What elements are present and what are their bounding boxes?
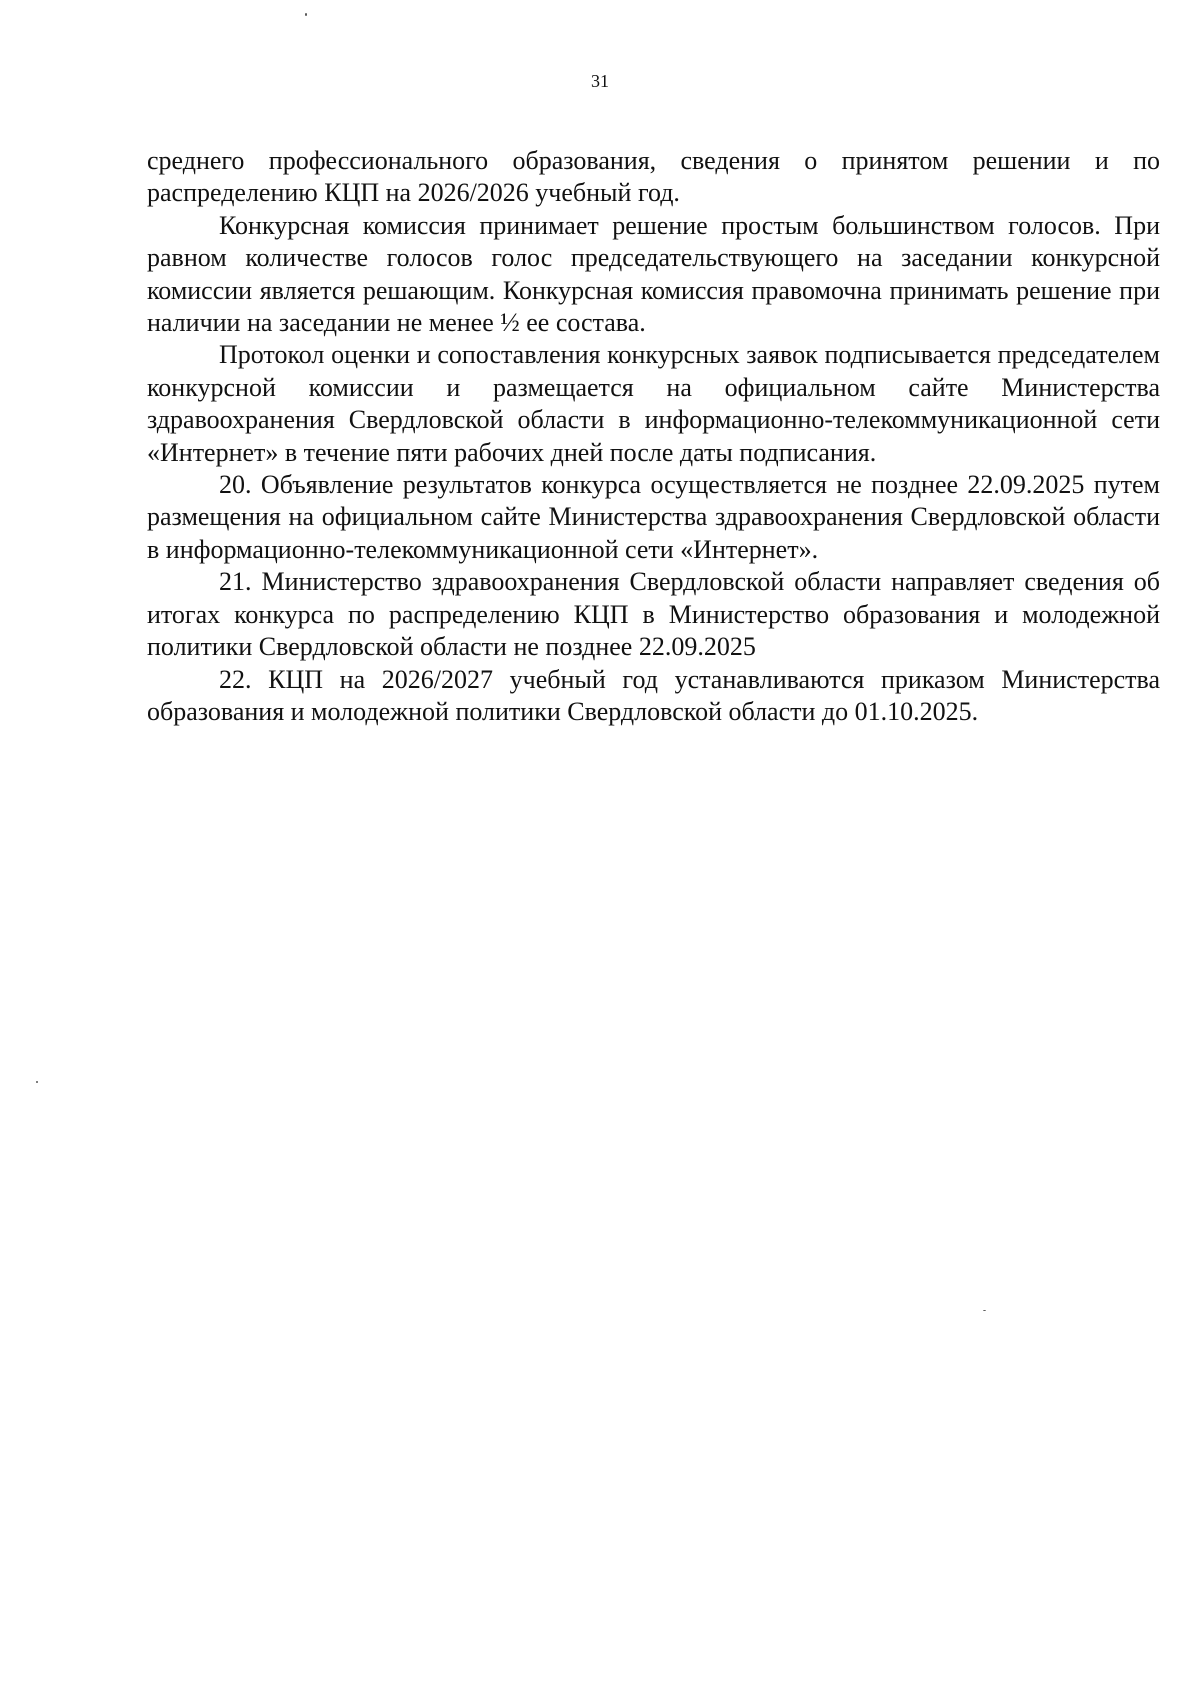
page-number: 31 <box>591 71 609 91</box>
paragraph-commission-decision: Конкурсная комиссия принимает решение простым большинством голосов. При равном количестве голосов голос председательствующего на заседании конкурсной комиссии является решающим. Конкурсная комиссия правомочна принимать решение при наличии на заседании не менее ½ ее состава. <box>147 210 1160 338</box>
paragraph-item-22: 22. КЦП на 2026/2027 учебный год устанавливаются приказом Министерства образования и молодежной политики Свердловской области до 01.10.2025. <box>147 664 1160 726</box>
scan-speck <box>36 1081 38 1083</box>
paragraph-item-21: 21. Министерство здравоохранения Свердловской области направляет сведения об итогах конкурса по распределению КЦП в Министерство образования и молодежной политики Свердловской области не позднее 22.09.2025 <box>147 567 1160 662</box>
paragraph-item-20: 20. Объявление результатов конкурса осуществляется не позднее 22.09.2025 путем размещения на официальном сайте Министерства здравоохранения Свердловской области в информационно-телекоммуникационной сети «Интернет». <box>147 470 1160 564</box>
document-body <box>147 145 1160 728</box>
paragraph-protocol: Протокол оценки и сопоставления конкурсных заявок подписывается председателем конкурсной комиссии и размещается на официальном сайте Министерства здравоохранения Свердловской области в информационно-телекоммуникационной сети «Интернет» в течение пяти рабочих дней после даты подписания. <box>147 340 1160 467</box>
paragraph-continuation: среднего профессионального образования, сведения о принятом решении и по распределению КЦП на 2026/2026 учебный год. <box>147 146 1160 208</box>
scan-speck <box>305 13 307 16</box>
scan-speck <box>983 1310 986 1311</box>
